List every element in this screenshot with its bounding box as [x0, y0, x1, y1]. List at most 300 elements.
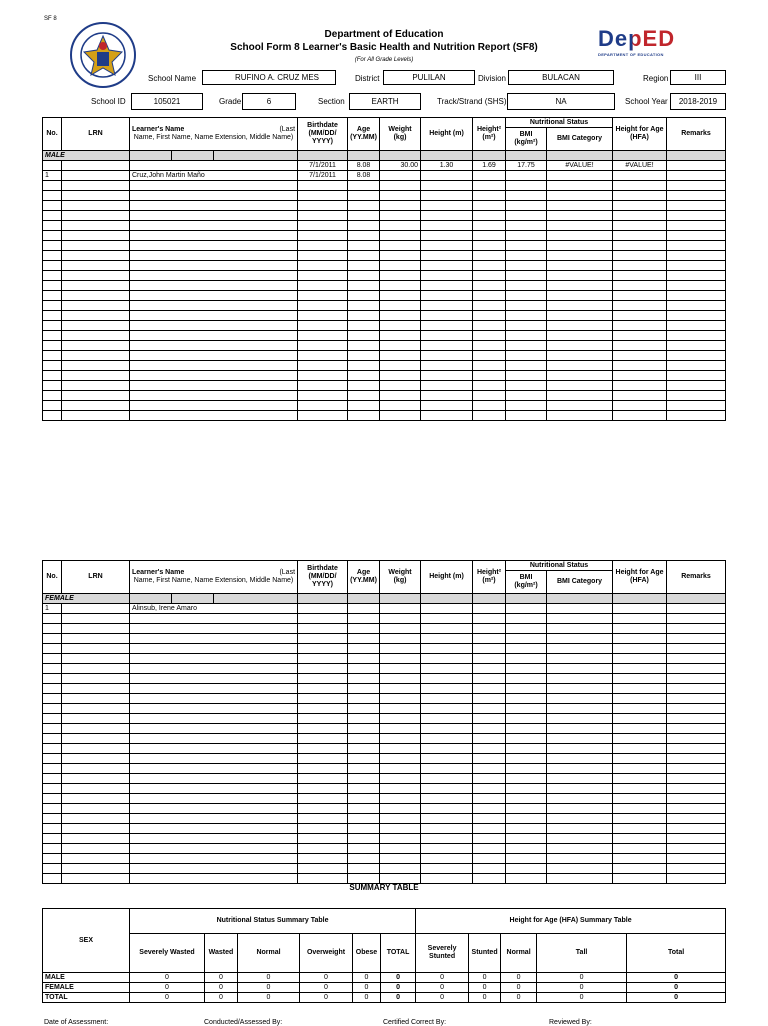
row-bmi[interactable] [506, 411, 547, 421]
row-remarks[interactable] [667, 291, 726, 301]
row-bmi[interactable] [506, 391, 547, 401]
row-hfa[interactable] [613, 201, 667, 211]
row-no[interactable] [43, 614, 62, 624]
row-hfa[interactable] [613, 764, 667, 774]
row-bmi-category[interactable] [547, 191, 613, 201]
row-hfa[interactable] [613, 634, 667, 644]
row-bmi[interactable] [506, 654, 547, 664]
row-hfa[interactable] [613, 191, 667, 201]
row-age[interactable] [348, 804, 380, 814]
row-bmi-category[interactable] [547, 201, 613, 211]
row-bmi-category[interactable] [547, 864, 613, 874]
row-learner-name[interactable] [130, 201, 298, 211]
row-bmi-category[interactable] [547, 391, 613, 401]
row-height[interactable] [421, 231, 473, 241]
row-hfa[interactable] [613, 704, 667, 714]
row-birthdate[interactable] [298, 844, 348, 854]
row-learner-name[interactable] [130, 644, 298, 654]
row-birthdate[interactable] [298, 774, 348, 784]
row-learner-name[interactable] [130, 281, 298, 291]
row-lrn[interactable] [62, 644, 130, 654]
row-weight[interactable] [380, 361, 421, 371]
row-lrn[interactable] [62, 321, 130, 331]
row-bmi-category[interactable] [547, 311, 613, 321]
row-height2[interactable] [473, 654, 506, 664]
row-hfa[interactable] [613, 331, 667, 341]
row-bmi-category[interactable] [547, 351, 613, 361]
row-height2[interactable] [473, 674, 506, 684]
row-birthdate[interactable] [298, 381, 348, 391]
row-hfa[interactable] [613, 774, 667, 784]
row-lrn[interactable] [62, 744, 130, 754]
row-weight[interactable] [380, 744, 421, 754]
row-no[interactable] [43, 694, 62, 704]
row-weight[interactable] [380, 714, 421, 724]
row-age[interactable] [348, 854, 380, 864]
row-birthdate[interactable] [298, 694, 348, 704]
row-hfa[interactable] [613, 714, 667, 724]
row-bmi-category[interactable] [547, 664, 613, 674]
row-height2[interactable] [473, 834, 506, 844]
row-age[interactable] [348, 311, 380, 321]
row-hfa[interactable] [613, 824, 667, 834]
row-remarks[interactable] [667, 744, 726, 754]
row-age[interactable] [348, 874, 380, 884]
row-no[interactable] [43, 191, 62, 201]
row-no[interactable] [43, 371, 62, 381]
row-hfa[interactable] [613, 221, 667, 231]
row-bmi-category[interactable] [547, 674, 613, 684]
row-height[interactable] [421, 171, 473, 181]
row-weight[interactable] [380, 391, 421, 401]
row-lrn[interactable] [62, 794, 130, 804]
row-learner-name[interactable] [130, 684, 298, 694]
row-remarks[interactable] [667, 211, 726, 221]
row-birthdate[interactable] [298, 391, 348, 401]
row-birthdate[interactable] [298, 874, 348, 884]
row-bmi-category[interactable] [547, 734, 613, 744]
row-no[interactable] [43, 674, 62, 684]
row-weight[interactable] [380, 874, 421, 884]
school-year-field[interactable]: 2018-2019 [670, 93, 726, 110]
row-bmi-category[interactable] [547, 644, 613, 654]
row-remarks[interactable] [667, 704, 726, 714]
row-bmi[interactable] [506, 664, 547, 674]
row-no[interactable] [43, 644, 62, 654]
region-field[interactable]: III [670, 70, 726, 85]
row-birthdate[interactable] [298, 351, 348, 361]
row-age[interactable] [348, 241, 380, 251]
row-hfa[interactable] [613, 684, 667, 694]
row-height2[interactable] [473, 371, 506, 381]
row-bmi[interactable] [506, 754, 547, 764]
row-learner-name[interactable] [130, 674, 298, 684]
row-remarks[interactable] [667, 201, 726, 211]
row-learner-name[interactable] [130, 804, 298, 814]
row-hfa[interactable] [613, 321, 667, 331]
row-bmi[interactable] [506, 361, 547, 371]
row-lrn[interactable] [62, 371, 130, 381]
row-no[interactable] [43, 211, 62, 221]
row-height2[interactable] [473, 391, 506, 401]
row-bmi-category[interactable] [547, 411, 613, 421]
row-age[interactable] [348, 704, 380, 714]
row-bmi-category[interactable] [547, 854, 613, 864]
row-no[interactable] [43, 824, 62, 834]
row-lrn[interactable] [62, 271, 130, 281]
row-height2[interactable] [473, 231, 506, 241]
row-hfa[interactable] [613, 784, 667, 794]
row-hfa[interactable] [613, 251, 667, 261]
row-weight[interactable] [380, 764, 421, 774]
row-remarks[interactable] [667, 251, 726, 261]
row-remarks[interactable] [667, 381, 726, 391]
row-weight[interactable] [380, 864, 421, 874]
row-hfa[interactable] [613, 171, 667, 181]
row-bmi[interactable] [506, 261, 547, 271]
row-learner-name[interactable] [130, 744, 298, 754]
row-weight[interactable] [380, 271, 421, 281]
row-lrn[interactable] [62, 361, 130, 371]
row-bmi[interactable] [506, 301, 547, 311]
row-height[interactable] [421, 784, 473, 794]
row-bmi-category[interactable] [547, 704, 613, 714]
row-remarks[interactable] [667, 241, 726, 251]
row-birthdate[interactable] [298, 654, 348, 664]
row-bmi[interactable] [506, 341, 547, 351]
row-remarks[interactable] [667, 774, 726, 784]
row-no[interactable] [43, 271, 62, 281]
row-birthdate[interactable] [298, 644, 348, 654]
row-height2[interactable] [473, 684, 506, 694]
row-weight[interactable] [380, 674, 421, 684]
row-bmi[interactable] [506, 644, 547, 654]
row-learner-name[interactable] [130, 754, 298, 764]
row-height2[interactable] [473, 744, 506, 754]
row-height2[interactable] [473, 241, 506, 251]
row-lrn[interactable] [62, 221, 130, 231]
row-bmi[interactable] [506, 704, 547, 714]
row-bmi-category[interactable] [547, 241, 613, 251]
row-birthdate[interactable] [298, 221, 348, 231]
row-no[interactable] [43, 764, 62, 774]
row-weight[interactable] [380, 201, 421, 211]
row-no[interactable] [43, 854, 62, 864]
row-height[interactable] [421, 794, 473, 804]
row-birthdate[interactable] [298, 724, 348, 734]
row-lrn[interactable] [62, 854, 130, 864]
row-height[interactable] [421, 211, 473, 221]
row-remarks[interactable] [667, 361, 726, 371]
row-height2[interactable] [473, 794, 506, 804]
row-weight[interactable] [380, 644, 421, 654]
row-age[interactable] [348, 301, 380, 311]
row-age[interactable] [348, 694, 380, 704]
row-hfa[interactable] [613, 664, 667, 674]
row-bmi[interactable] [506, 291, 547, 301]
row-age[interactable]: 8.08 [348, 171, 380, 181]
row-height[interactable] [421, 724, 473, 734]
row-height2[interactable] [473, 764, 506, 774]
row-weight[interactable] [380, 774, 421, 784]
row-height2[interactable]: 1.69 [473, 161, 506, 171]
row-remarks[interactable] [667, 634, 726, 644]
row-remarks[interactable] [667, 311, 726, 321]
row-no[interactable] [43, 664, 62, 674]
row-remarks[interactable] [667, 674, 726, 684]
row-height2[interactable] [473, 271, 506, 281]
row-bmi[interactable] [506, 794, 547, 804]
row-hfa[interactable] [613, 391, 667, 401]
row-age[interactable] [348, 814, 380, 824]
row-lrn[interactable] [62, 754, 130, 764]
row-age[interactable] [348, 844, 380, 854]
row-weight[interactable] [380, 251, 421, 261]
row-height2[interactable] [473, 864, 506, 874]
row-no[interactable] [43, 634, 62, 644]
row-bmi-category[interactable] [547, 624, 613, 634]
row-learner-name[interactable] [130, 231, 298, 241]
row-age[interactable] [348, 684, 380, 694]
row-lrn[interactable] [62, 341, 130, 351]
row-weight[interactable] [380, 734, 421, 744]
row-bmi[interactable] [506, 814, 547, 824]
row-weight[interactable] [380, 724, 421, 734]
row-remarks[interactable] [667, 734, 726, 744]
row-hfa[interactable] [613, 291, 667, 301]
row-lrn[interactable] [62, 201, 130, 211]
row-weight[interactable]: 30.00 [380, 161, 421, 171]
row-height[interactable] [421, 834, 473, 844]
row-learner-name[interactable] [130, 734, 298, 744]
row-learner-name[interactable] [130, 381, 298, 391]
school-id-field[interactable]: 105021 [131, 93, 203, 110]
row-height[interactable] [421, 221, 473, 231]
row-birthdate[interactable] [298, 674, 348, 684]
row-bmi-category[interactable] [547, 291, 613, 301]
row-no[interactable] [43, 341, 62, 351]
row-bmi-category[interactable] [547, 754, 613, 764]
row-weight[interactable] [380, 331, 421, 341]
row-age[interactable] [348, 604, 380, 614]
row-bmi[interactable] [506, 804, 547, 814]
row-hfa[interactable] [613, 614, 667, 624]
row-bmi[interactable] [506, 311, 547, 321]
row-remarks[interactable] [667, 834, 726, 844]
row-height2[interactable] [473, 694, 506, 704]
row-learner-name[interactable] [130, 794, 298, 804]
row-height[interactable] [421, 391, 473, 401]
row-age[interactable] [348, 664, 380, 674]
row-height2[interactable] [473, 171, 506, 181]
row-no[interactable] [43, 754, 62, 764]
row-learner-name[interactable] [130, 844, 298, 854]
row-no[interactable] [43, 181, 62, 191]
row-weight[interactable] [380, 381, 421, 391]
row-no[interactable] [43, 401, 62, 411]
row-age[interactable] [348, 714, 380, 724]
row-height2[interactable] [473, 331, 506, 341]
row-no[interactable]: 1 [43, 604, 62, 614]
row-lrn[interactable] [62, 381, 130, 391]
row-height[interactable] [421, 604, 473, 614]
row-age[interactable] [348, 784, 380, 794]
row-height[interactable] [421, 311, 473, 321]
row-birthdate[interactable] [298, 664, 348, 674]
row-remarks[interactable] [667, 604, 726, 614]
row-learner-name[interactable] [130, 694, 298, 704]
row-no[interactable] [43, 704, 62, 714]
row-no[interactable] [43, 794, 62, 804]
row-height2[interactable] [473, 341, 506, 351]
row-age[interactable] [348, 794, 380, 804]
row-weight[interactable] [380, 684, 421, 694]
row-weight[interactable] [380, 814, 421, 824]
row-no[interactable] [43, 684, 62, 694]
row-lrn[interactable] [62, 171, 130, 181]
row-height2[interactable] [473, 411, 506, 421]
row-age[interactable] [348, 401, 380, 411]
row-bmi-category[interactable]: #VALUE! [547, 161, 613, 171]
row-height[interactable] [421, 764, 473, 774]
row-height2[interactable] [473, 614, 506, 624]
row-learner-name[interactable] [130, 301, 298, 311]
row-learner-name[interactable] [130, 391, 298, 401]
row-lrn[interactable] [62, 211, 130, 221]
row-height[interactable] [421, 241, 473, 251]
row-age[interactable] [348, 211, 380, 221]
row-hfa[interactable] [613, 311, 667, 321]
row-lrn[interactable] [62, 874, 130, 884]
row-age[interactable] [348, 834, 380, 844]
row-weight[interactable] [380, 664, 421, 674]
row-bmi-category[interactable] [547, 694, 613, 704]
row-learner-name[interactable] [130, 241, 298, 251]
row-birthdate[interactable] [298, 794, 348, 804]
row-birthdate[interactable] [298, 754, 348, 764]
row-bmi[interactable] [506, 744, 547, 754]
row-weight[interactable] [380, 411, 421, 421]
row-hfa[interactable] [613, 604, 667, 614]
row-bmi[interactable] [506, 191, 547, 201]
row-birthdate[interactable] [298, 191, 348, 201]
row-hfa[interactable] [613, 624, 667, 634]
row-birthdate[interactable] [298, 834, 348, 844]
row-height2[interactable] [473, 311, 506, 321]
row-bmi[interactable] [506, 674, 547, 684]
row-learner-name[interactable] [130, 854, 298, 864]
school-name-field[interactable]: RUFINO A. CRUZ MES [202, 70, 336, 85]
division-field[interactable]: BULACAN [508, 70, 614, 85]
row-remarks[interactable] [667, 171, 726, 181]
row-lrn[interactable] [62, 411, 130, 421]
row-lrn[interactable] [62, 624, 130, 634]
row-height[interactable] [421, 804, 473, 814]
row-lrn[interactable] [62, 291, 130, 301]
row-lrn[interactable] [62, 604, 130, 614]
row-age[interactable] [348, 824, 380, 834]
row-no[interactable] [43, 654, 62, 664]
row-age[interactable]: 8.08 [348, 161, 380, 171]
row-bmi[interactable] [506, 331, 547, 341]
row-height2[interactable] [473, 774, 506, 784]
row-height[interactable] [421, 774, 473, 784]
row-bmi[interactable] [506, 634, 547, 644]
row-weight[interactable] [380, 604, 421, 614]
row-height2[interactable] [473, 321, 506, 331]
district-field[interactable]: PULILAN [383, 70, 475, 85]
row-weight[interactable] [380, 291, 421, 301]
row-age[interactable] [348, 864, 380, 874]
row-learner-name[interactable] [130, 161, 298, 171]
row-learner-name[interactable] [130, 311, 298, 321]
row-birthdate[interactable] [298, 684, 348, 694]
row-weight[interactable] [380, 614, 421, 624]
row-remarks[interactable] [667, 261, 726, 271]
row-lrn[interactable] [62, 844, 130, 854]
row-birthdate[interactable] [298, 251, 348, 261]
row-birthdate[interactable] [298, 624, 348, 634]
row-hfa[interactable] [613, 754, 667, 764]
row-learner-name[interactable] [130, 191, 298, 201]
row-lrn[interactable] [62, 784, 130, 794]
row-remarks[interactable] [667, 814, 726, 824]
row-bmi[interactable] [506, 321, 547, 331]
row-height2[interactable] [473, 291, 506, 301]
row-lrn[interactable] [62, 241, 130, 251]
row-bmi-category[interactable] [547, 341, 613, 351]
row-remarks[interactable] [667, 161, 726, 171]
row-birthdate[interactable] [298, 614, 348, 624]
row-bmi-category[interactable] [547, 401, 613, 411]
row-lrn[interactable] [62, 764, 130, 774]
row-bmi-category[interactable] [547, 794, 613, 804]
row-no[interactable] [43, 351, 62, 361]
row-age[interactable] [348, 381, 380, 391]
row-height2[interactable] [473, 261, 506, 271]
row-weight[interactable] [380, 784, 421, 794]
row-bmi-category[interactable] [547, 381, 613, 391]
row-bmi-category[interactable] [547, 724, 613, 734]
row-hfa[interactable] [613, 804, 667, 814]
row-learner-name[interactable] [130, 704, 298, 714]
row-height2[interactable] [473, 874, 506, 884]
row-height2[interactable] [473, 381, 506, 391]
row-bmi-category[interactable] [547, 834, 613, 844]
row-height2[interactable] [473, 704, 506, 714]
row-no[interactable] [43, 291, 62, 301]
row-height2[interactable] [473, 844, 506, 854]
row-age[interactable] [348, 261, 380, 271]
row-learner-name[interactable] [130, 864, 298, 874]
row-height2[interactable] [473, 361, 506, 371]
row-remarks[interactable] [667, 644, 726, 654]
row-birthdate[interactable] [298, 201, 348, 211]
row-bmi[interactable] [506, 211, 547, 221]
row-learner-name[interactable] [130, 351, 298, 361]
row-height[interactable] [421, 381, 473, 391]
row-lrn[interactable] [62, 774, 130, 784]
row-age[interactable] [348, 644, 380, 654]
row-height[interactable] [421, 614, 473, 624]
row-lrn[interactable] [62, 634, 130, 644]
row-lrn[interactable] [62, 654, 130, 664]
row-no[interactable] [43, 221, 62, 231]
row-remarks[interactable] [667, 824, 726, 834]
row-birthdate[interactable] [298, 301, 348, 311]
row-age[interactable] [348, 291, 380, 301]
row-height[interactable] [421, 251, 473, 261]
